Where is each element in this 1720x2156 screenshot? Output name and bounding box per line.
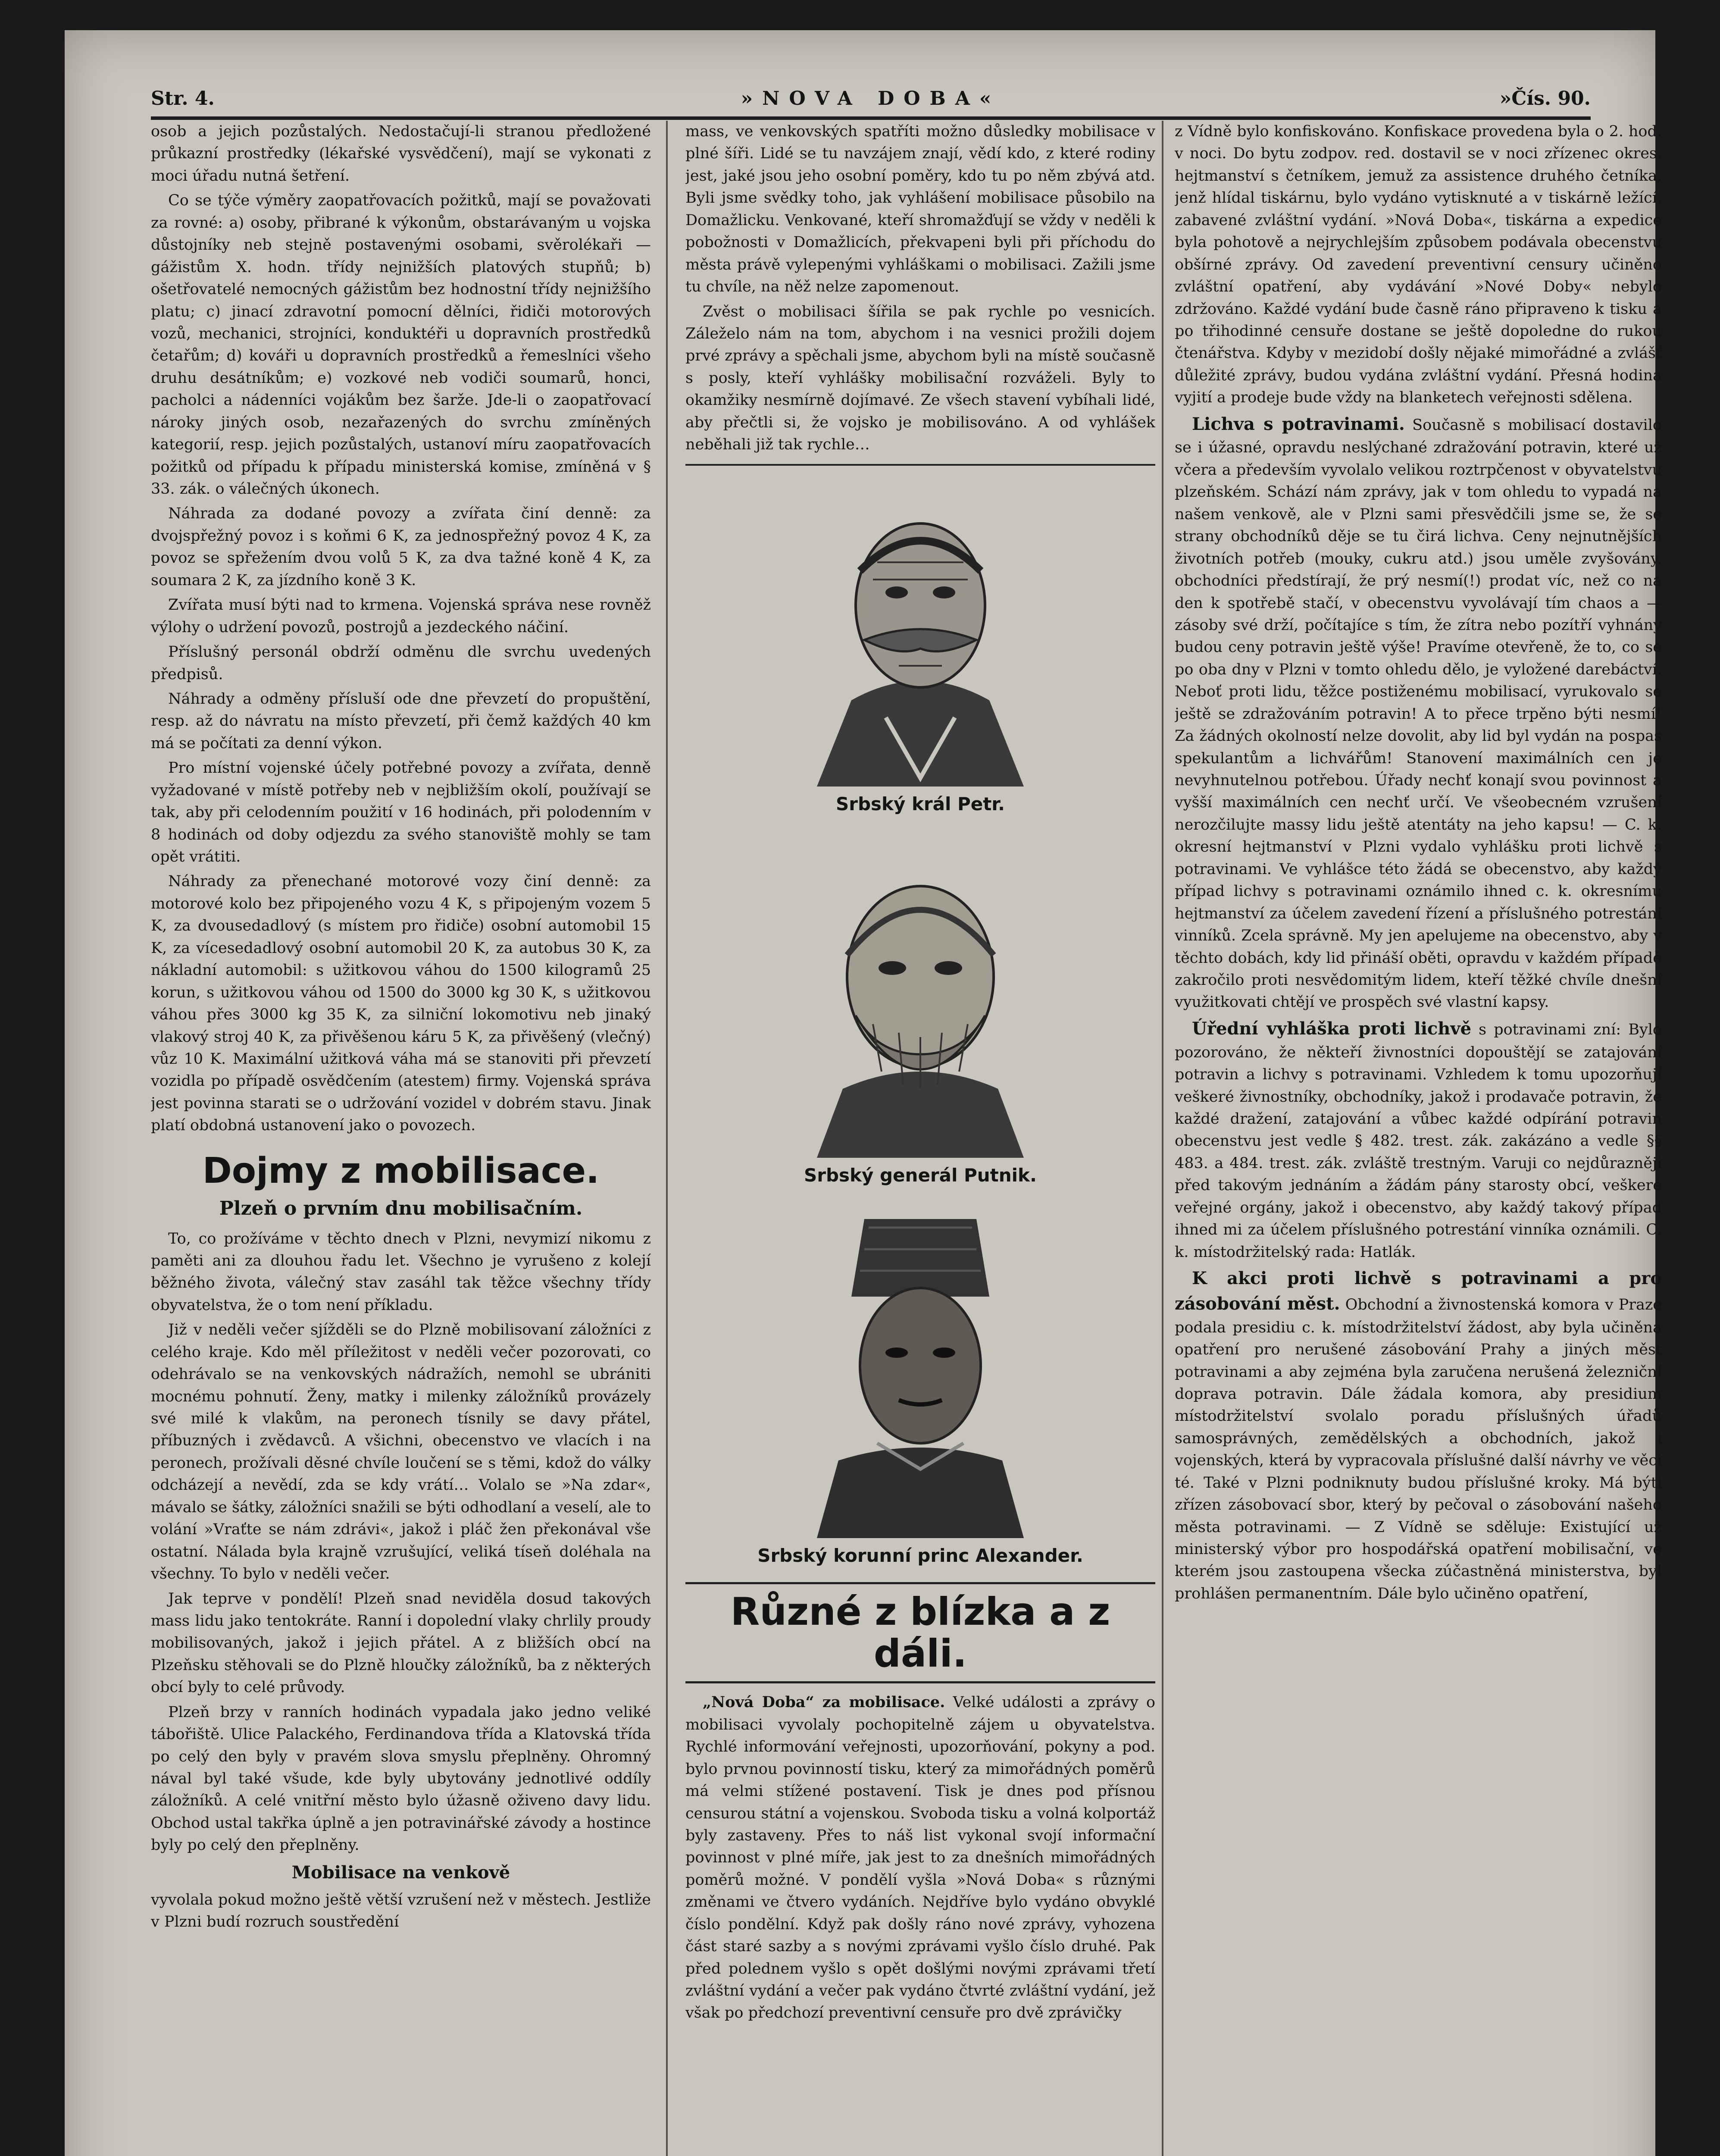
paragraph: vyvolala pokud možno ještě větší vzrušení než v městech. Jestliže v Plzni budí rozruch soustředění	[151, 1891, 651, 1931]
section-headline: Různé z blízka a z dáli.	[685, 1582, 1155, 1684]
item-text: Současně s mobilisací dostavilo se i úžasné, opravdu neslýchané zdražování potravin, které už včera a především vyvolalo velikou roztrpčenost v obyvatelstvu plzeňském. Schází nám zprávy, jak v tom ohledu to vypadá na našem venkově, ale v Plzni sami přesvědčili jsme se, že se strany obchodníků děje se tu čirá lichva. Ceny nejnutnějších životních potřeb (mouky, cukru atd.) jsou uměle zvyšovány, obchodníci předstírají, že prý nesmí(!) prodat víc, než co na den k spotřebě stačí, v obecenstvu vyvolávají tím chaos a — zásoby své drží, počítajíce s tím, že zítra nebo pozítří vyhnány budou ceny potravin ještě výše! Pravíme otevřeně, že to, co se po oba dny v Plzni v tomto ohledu dělo, je vyložené darebáctví. Neboť proti lidu, těžce postiženému mobilisací, vyrukovalo se ještě se zdražováním potravin! A to přece trpěno býti nesmí! Za žádných okolností nelze dovolit, aby lid byl vydán na pospas spekulantům a lichvářům! Stanovení maximálních cen je nevyhnutelnou potřebou. Úřady nechť konají svou povinnost a vyšší maximálních cen nechť určí. Ve všeobecném vzrušení nerozčilujte massy lidu ještě atentáty na jeho kapsu! — C. k. okresní hejtmanství v Plzni vydalo vyhlášku proti lichvě s potravinami. Ve vyhlášce této žádá se obecenstvo, aby každý případ lichvy s potravinami oznámilo ihned c. k. okresnímu hejtmanství za účelem zavedení řízení a příslušného potrestání vinníků. Zcela správně. My jen apelujeme na obecenstvo, aby v těchto dobách, kdy lid přináší oběti, opravdu v každém případě zakročilo proti nesvědomitým lidem, kteří těžké chvíle dnešní využitkovati chtějí ve prospěch své vlastní kapsy.	[1175, 416, 1662, 1011]
item-text: s potravinami zní: Bylo pozorováno, že někteří živnostníci dopouštějí se zatajování potravin a lichvy s potravinami. Vzhledem k tomu upozorňují veškeré živnostníky, obchodníky, jakož i prodavače potravin, že každé dražení, zatajování a vůbec každé odpírání potravin obecenstvu jest vedle § 482. trest. zák. zakázáno a vedle §§ 483. a 484. trest. zák. zvláště trestným. Varuji co nejdůrazněji před takovým jednáním a žádám pány starosty obcí, veškeré veřejné orgány, jakož i obecenstvo, aby každý takový případ ihned mi za účelem příslušného potrestání vinníka oznámili. C. k. místodržitelský rada: Hatlák.	[1175, 1021, 1662, 1261]
section-subheading: Mobilisace na venkově	[291, 1862, 510, 1883]
newspaper-page	[65, 30, 1662, 2156]
paragraph: z Vídně bylo konfiskováno. Konfiskace provedena byla o 2. hod. v noci. Do bytu zodpov. red. dostavil se v noci zřízenec okres. hejtmanství s četníkem, jemuž za assistence druhého četníka, jenž hlídal tiskárnu, bylo vydáno vytisknuté a v tiskárně ležící, zabavené zvláštní vydání. »Nová Doba«, tiskárna a expedice byla pohotově a nejrychlejším způsobem podávala obecenstvu obšírné zprávy. Od zavedení preventivní censury učiněno zvláštní opatření, aby vydávání »Nové Doby« nebylo zdržováno. Každé vydání bude časně ráno připraveno k tisku a po třihodinné censuře dostane se ještě dopoledne do rukou čtenářstva. Kdyby v mezidobí došly nějaké mimořádné a zvlášť důležité zprávy, budou vydána zvláštní vydání. Přesná hodina vyjití a prodeje bude vždy na blanketech veřejnosti sdělena.	[1175, 123, 1662, 407]
page-header	[151, 56, 1591, 120]
portrait-engraving-icon	[800, 830, 1041, 1158]
paragraph: Již v neděli večer sjížděli se do Plzně mobilisovaní záložníci z celého kraje. Kdo měl příležitost v neděli večer pozorovati, co odehrávalo se na venkovských nádražích, nemohl se ubrániti mocnému pohnutí. Ženy, matky i milenky záložníků provázely své milé k vlakům, na peronech tísnily se davy přátel, příbuzných i zvědavců. A všichni, obecenstvo ve vlacích i na peronech, prožívali děsné chvíle loučení se s těmi, kdož do války odcházejí a nevědí, zda se kdy vrátí… Volalo se »Na zdar«, mávalo se šátky, záložníci snažili se býti odhodlaní a veselí, ale to volání »Vraťte se nám zdrávi«, jakož i pláč žen překonával vše ostatní. Nálada byla krajně vzrušující, veliká tíseň doléhala na všechny. To bylo v neděli večer.	[151, 1321, 651, 1583]
paragraph: Plzeň brzy v ranních hodinách vypadala jako jedno veliké tábořiště. Ulice Palackého, Ferdinandova třída a Klatovská třída po celý den byly v pravém slova smyslu přeplněny. Ohromný nával byl také všude, kde byly ubytovány jednotlivé oddíly záložníků. A celé vnitřní město bylo úžasně oživeno davy lidu. Obchod ustal takřka úplně a jen potravinářské závody a hostince byly po celý den přeplněny.	[151, 1703, 651, 1854]
paragraph: Pro místní vojenské účely potřebné povozy a zvířata, denně vyžadované v místě potřeby neb v nejbližším okolí, používají se tak, aby při celodenním použití v 16 hodinách, při polodenním v 8 hodinách od doby odjezdu za svého stanoviště mohly se tam opět vrátiti.	[151, 759, 651, 865]
divider	[685, 464, 1155, 466]
column-divider	[666, 121, 668, 2156]
item-lead: K akci proti lichvě s potravinami a pro zásobování měst.	[1175, 1268, 1662, 1314]
paragraph: mass, ve venkovských spatříti možno důsledky mobilisace v plné šíři. Lidé se tu navzájem znají, vědí kdo, z které rodiny jest, jaké jsou jeho osobní poměry, kdo tu po něm zbývá atd. Byli jsme svědky toho, jak vyhlášení mobilisace působilo na Domažlicku. Venkované, kteří shromažďují se vždy v neděli k pobožnosti v Domažlicích, překvapeni byli při příchodu do města právě vylepenými vyhláškami o mobilisaci. Zažili jsme tu chvíle, na něž nelze zapomenout.	[685, 123, 1155, 296]
item-lead: „Nová Doba“ za mobilisace.	[703, 1693, 945, 1711]
paragraph: Jak teprve v pondělí! Plzeň snad neviděla dosud takových mass lidu jako tentokráte. Ranní i dopolední vlaky chrlily proudy mobilisovaných, jakož i jejich přátel. A z bližších obcí na Plzeňsku stěhovali se do Plzně hloučky záložníků, ba z některých obcí byly to celé průvody.	[151, 1590, 651, 1696]
item-text: Obchodní a živnostenská komora v Praze podala presidiu c. k. místodržitelství žádost, aby byla učiněna opatření pro nerušené zásobování Prahy a jiných měst potravinami a aby zejména byla zaručena nerušená železniční doprava potravin. Dále žádala komora, aby presidium místodržitelství svolalo poradu příslušných úřadů samosprávných, zemědělských a obchodních, jakož i vojenských, která by vypracovala příslušné další návrhy ve věci té. Také v Plzni podniknuty budou příslušné kroky. Má býti zřízen zásobovací sbor, který by pečoval o zásobování našeho města potravinami. — Z Vídně se sděluje: Existující už ministerský výbor pro hospodářská opatření mobilisační, ve kterém jsou zastoupena všecka zúčastněná ministerstva, byl prohlášen permanentním. Dále bylo učiněno opatření,	[1175, 1296, 1662, 1602]
paragraph: Zvěst o mobilisaci šířila se pak rychle po vesnicích. Záleželo nám na tom, abychom i na vesnici prožili dojem prvé zprávy a spěchali jsme, abychom byli na místě současně s posly, kteří vyhlášky mobilisační rozváželi. Byly to okamžiky nesmírně dojímavé. Ze všech stavení vybíhali lidé, aby přečtli si, že vojsko je mobilisováno. A od vyhlášek neběhali již tak rychle…	[685, 303, 1155, 454]
column-left	[151, 121, 651, 2156]
paragraph: Příslušný personál obdrží odměnu dle svrchu uvedených předpisů.	[151, 643, 651, 683]
paragraph: Náhrada za dodané povozy a zvířata činí denně: za dvojspřežný povoz i s koňmi 6 K, za jednospřežný povoz 4 K, za povoz se spřežením dvou volů 5 K, za dva tažné koně 4 K, za soumara 2 K, za jízdního koně 3 K.	[151, 505, 651, 589]
item-lead: Lichva s potravinami.	[1192, 414, 1405, 434]
paragraph: Náhrady za přenechané motorové vozy činí denně: za motorové kolo bez připojeného vozu 4 K, s připojeným vozem 5 K, za dvousedadlový (s místem pro řidiče) osobní automobil 15 K, za vícesedadlový osobní automobil 20 K, za autobus 30 K, za nákladní automobil: s užitkovou váhou do 1500 kilogramů 25 korun, s užitkovou váhou od 1500 do 3000 kg 30 K, s užitkovou váhou přes 3000 kg 35 K, za silniční lokomotivu neb jinaký vlakový stroj 40 K, za přivěšenou káru 5 K, za přivěšený (vlečný) vůz 10 K. Maximální užitková váha má se stanoviti při převzetí vozidla po případě osvědčením (atestem) firmy. Vojenská správa jest povinna starati se o udržování vozidel v dobrém stavu. Jinak platí obdobná ustanovení jako o povozech.	[151, 873, 651, 1134]
paragraph: Náhrady a odměny přísluší ode dne převzetí do propuštění, resp. až do návratu na místo převzetí, při čemž každých 40 km má se počítati za denní výkon.	[151, 690, 651, 752]
portrait-king-petr	[685, 476, 1155, 787]
column-middle	[685, 121, 1155, 2156]
issue-number: »Čís. 90.	[1499, 88, 1591, 110]
portrait-engraving-icon	[800, 1202, 1041, 1538]
article-headline: Dojmy z mobilisace.	[202, 1150, 600, 1191]
paragraph: osob a jejich pozůstalých. Nedostačují-li stranou předložené průkazní prostředky (lékařské vysvědčení), mají se vykonati z moci úřadu nutná šetření.	[151, 123, 651, 185]
item-text: Velké události a zprávy o mobilisaci vyvolaly pochopitelně zájem u obyvatelstva. Rychlé informování veřejnosti, upozorňování, pokyny a pod. bylo prvnou povinností tisku, který za mimořádných poměrů má velmi stížené postavení. Tisk je dnes pod přísnou censurou státní a vojenskou. Svoboda tisku a volná kolportáž byly zastaveny. Přes to náš list vykonal svojí informační povinnost v plné míře, jak jest to za dnešních mimořádných poměrů možné. V pondělí vyšla »Nová Doba« s různými změnami ve čtvero vydáních. Nejdříve bylo vydáno obvyklé číslo pondělní. Když pak došly ráno nové zprávy, vyhozena část staré sazby a s novými zprávami vyšlo číslo druhé. Pak před polednem vyšlo s opět došlými novými zprávami třetí zvláštní vydání a večer pak vydáno čtvrté zvláštní vydání, jež však po předchozí preventivní censuře pro dvě zprávičky	[685, 1694, 1155, 2022]
page-number: Str. 4.	[151, 88, 215, 110]
column-right	[1175, 121, 1662, 2156]
portrait-crown-prince-alexander	[685, 1202, 1155, 1538]
column-divider	[1162, 121, 1163, 2156]
paragraph: Zvířata musí býti nad to krmena. Vojenská správa nese rovněž výlohy o udržení povozů, postrojů a jezdeckého náčiní.	[151, 596, 651, 636]
masthead-title: »NOVA DOBA«	[741, 88, 1001, 110]
portrait-engraving-icon	[800, 476, 1041, 787]
article-subheadline: Plzeň o prvním dnu mobilisačním.	[219, 1197, 583, 1219]
portrait-caption: Srbský korunní princ Alexander.	[757, 1545, 1083, 1567]
portrait-general-putnik	[685, 830, 1155, 1158]
portrait-caption: Srbský generál Putnik.	[804, 1165, 1037, 1186]
paragraph: Co se týče výměry zaopatřovacích požitků, mají se považovati za rovné: a) osoby, přibrané k výkonům, obstarávaným u vojska důstojníky neb stejně postavenými osobami, svěrolékaři — gážistům X. hodn. třídy nejnižších platových stupňů; b) ošetřovatelé nemocných gážistům bez hodnostní třídy nejnižšího platu; c) jinací zdravotní pomocní dělníci, řidiči motorových vozů, mechanici, strojníci, konduktéři u dopravních prostředků četařům; d) kováři u dopravních prostředků a řemeslníci všeho druhu desátníkům; e) vozkové neb vodiči soumarů, honci, pacholci a nádenníci vojákům bez šarže. Jde-li o zaopatřovací nároky jiných osob, nezařazených do svrchu zmíněných kategorií, resp. jejich pozůstalých, ustanoví míru zaopatřovacích požitků od případu k případu ministerská komise, zmíněná v § 33. zák. o válečných úkonech.	[151, 192, 651, 498]
paragraph: To, co prožíváme v těchto dnech v Plzni, nevymizí nikomu z paměti ani za dlouhou řadu let. Všechno je vyrušeno z kolejí běžného života, válečný stav zasáhl tak těžce všechny třídy obyvatelstva, že o tom není příkladu.	[151, 1230, 651, 1314]
item-lead: Úřední vyhláška proti lichvě	[1192, 1018, 1472, 1039]
portrait-caption: Srbský král Petr.	[836, 793, 1005, 815]
